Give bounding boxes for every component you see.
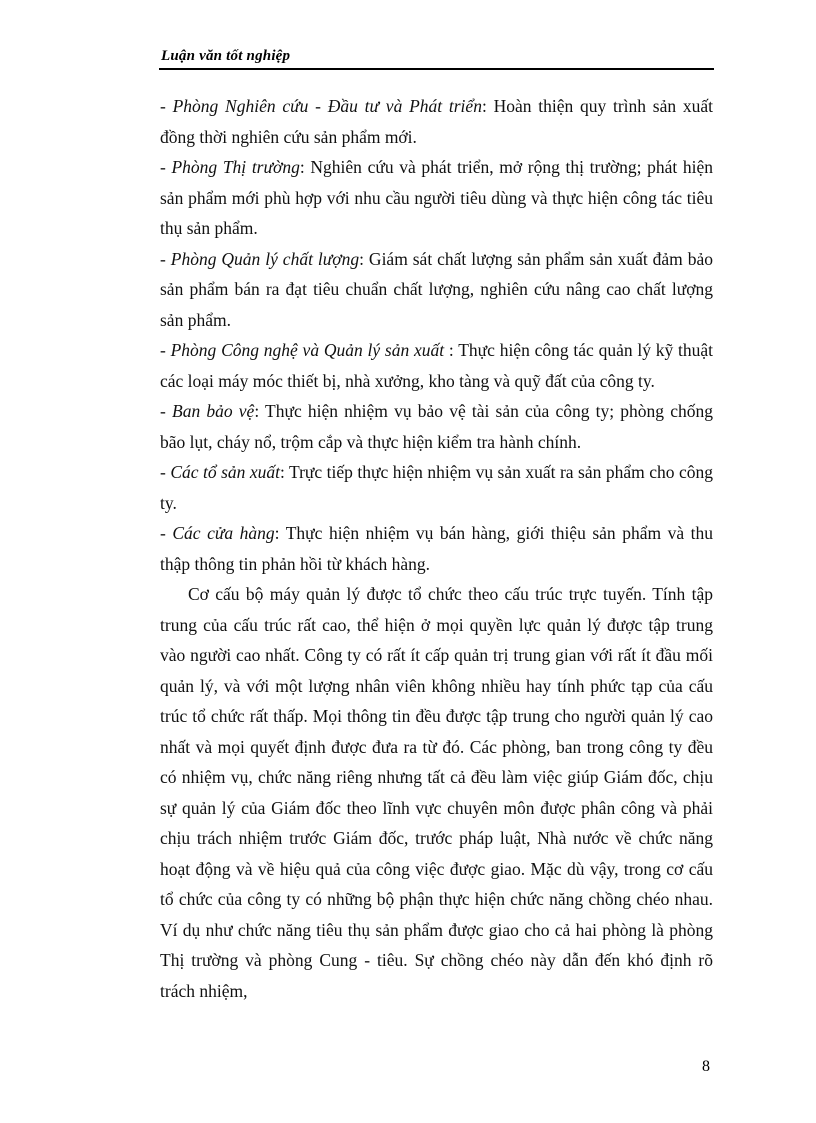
list-item: - Ban bảo vệ: Thực hiện nhiệm vụ bảo vệ tài sản của công ty; phòng chống bão lụt, cháy nổ, trộm cắp và thực hiện kiểm tra hành chính. [160,401,713,452]
header-title: Luận văn tốt nghiệp [161,48,291,64]
item-desc: : Thực hiện nhiệm vụ bảo vệ tài sản của công ty; phòng chống bão lụt, cháy nổ, trộm cắp và thực hiện kiểm tra hành chính. [160,401,713,452]
page-number: 8 [702,1058,710,1075]
list-item: - Các cửa hàng: Thực hiện nhiệm vụ bán hàng, giới thiệu sản phẩm và thu thập thông tin phản hồi từ khách hàng. [160,523,713,574]
document-body [160,91,713,1006]
item-label: Các tổ sản xuất [170,462,280,482]
list-item: - Phòng Thị trường: Nghiên cứu và phát triển, mở rộng thị trường; phát hiện sản phẩm mới phù hợp với nhu cầu người tiêu dùng và thực hiện công tác tiêu thụ sản phẩm. [160,157,714,238]
item-label: Các cửa hàng [172,523,275,543]
list-item: - Phòng Công nghệ và Quản lý sản xuất : Thực hiện công tác quản lý kỹ thuật các loại máy móc thiết bị, nhà xưởng, kho tàng và quỹ đất của công ty. [160,340,714,391]
item-desc: : Hoàn thiện quy trình sản xuất đồng thời nghiên cứu sản phẩm mới. [160,96,714,147]
list-item: - Phòng Nghiên cứu - Đầu tư và Phát triển: Hoàn thiện quy trình sản xuất đồng thời nghiên cứu sản phẩm mới. [160,96,714,147]
list-item: - Phòng Quản lý chất lượng: Giám sát chất lượng sản phẩm sản xuất đảm bảo sản phẩm bán ra đạt tiêu chuẩn chất lượng, nghiên cứu nâng cao chất lượng sản phẩm. [160,248,714,330]
item-label: Phòng Nghiên cứu - Đầu tư và Phát triển [172,96,482,116]
item-desc: : Trực tiếp thực hiện nhiệm vụ sản xuất ra sản phẩm cho công ty. [160,462,713,513]
list-item: - Các tổ sản xuất: Trực tiếp thực hiện nhiệm vụ sản xuất ra sản phẩm cho công ty. [160,462,713,513]
item-label: Ban bảo vệ [172,401,255,421]
header-rule [159,68,714,70]
item-label: Phòng Quản lý chất lượng [170,248,360,269]
item-desc: : Nghiên cứu và phát triển, mở rộng thị trường; phát hiện sản phẩm mới phù hợp với nhu cầu người tiêu dùng và thực hiện công tác tiêu thụ sản phẩm. [160,157,714,238]
item-desc: : Thực hiện công tác quản lý kỹ thuật các loại máy móc thiết bị, nhà xưởng, kho tàng và quỹ đất của công ty. [160,340,714,391]
body-paragraph: Cơ cấu bộ máy quản lý được tổ chức theo cấu trúc trực tuyến. Tính tập trung của cấu trúc rất cao, thể hiện ở mọi quyền lực quản lý được tập trung vào người cao nhất. Công ty có rất ít cấp quản trị trung gian với rất ít đầu mối quản lý, và với một lượng nhân viên không nhiều hay tính phức tạp của cấu trúc tổ chức rất thấp. Mọi thông tin đều được tập trung cho người quản lý cao nhất và mọi quyết định được đưa ra từ đó. Các phòng, ban trong công ty đều có nhiệm vụ, chức năng riêng nhưng tất cả đều làm việc giúp Giám đốc, chịu sự quản lý của Giám đốc theo lĩnh vực chuyên môn được phân công và phải chịu trách nhiệm trước Giám đốc, trước pháp luật, Nhà nước về chức năng hoạt động và về hiệu quả của công việc được giao. Mặc dù vậy, trong cơ cấu tổ chức của công ty có những bộ phận thực hiện chức năng chồng chéo nhau. Ví dụ như chức năng tiêu thụ sản phẩm được giao cho cả hai phòng là phòng Thị trường và phòng Cung - tiêu. Sự chồng chéo này dẫn đến khó định rõ trách nhiệm, [160,584,713,1001]
item-desc: : Thực hiện nhiệm vụ bán hàng, giới thiệu sản phẩm và thu thập thông tin phản hồi từ khách hàng. [160,523,713,574]
item-desc: : Giám sát chất lượng sản phẩm sản xuất đảm bảo sản phẩm bán ra đạt tiêu chuẩn chất lượng, nghiên cứu nâng cao chất lượng sản phẩm. [160,248,714,330]
item-label: Phòng Thị trường [171,157,300,177]
item-label: Phòng Công nghệ và Quản lý sản xuất [170,340,445,360]
